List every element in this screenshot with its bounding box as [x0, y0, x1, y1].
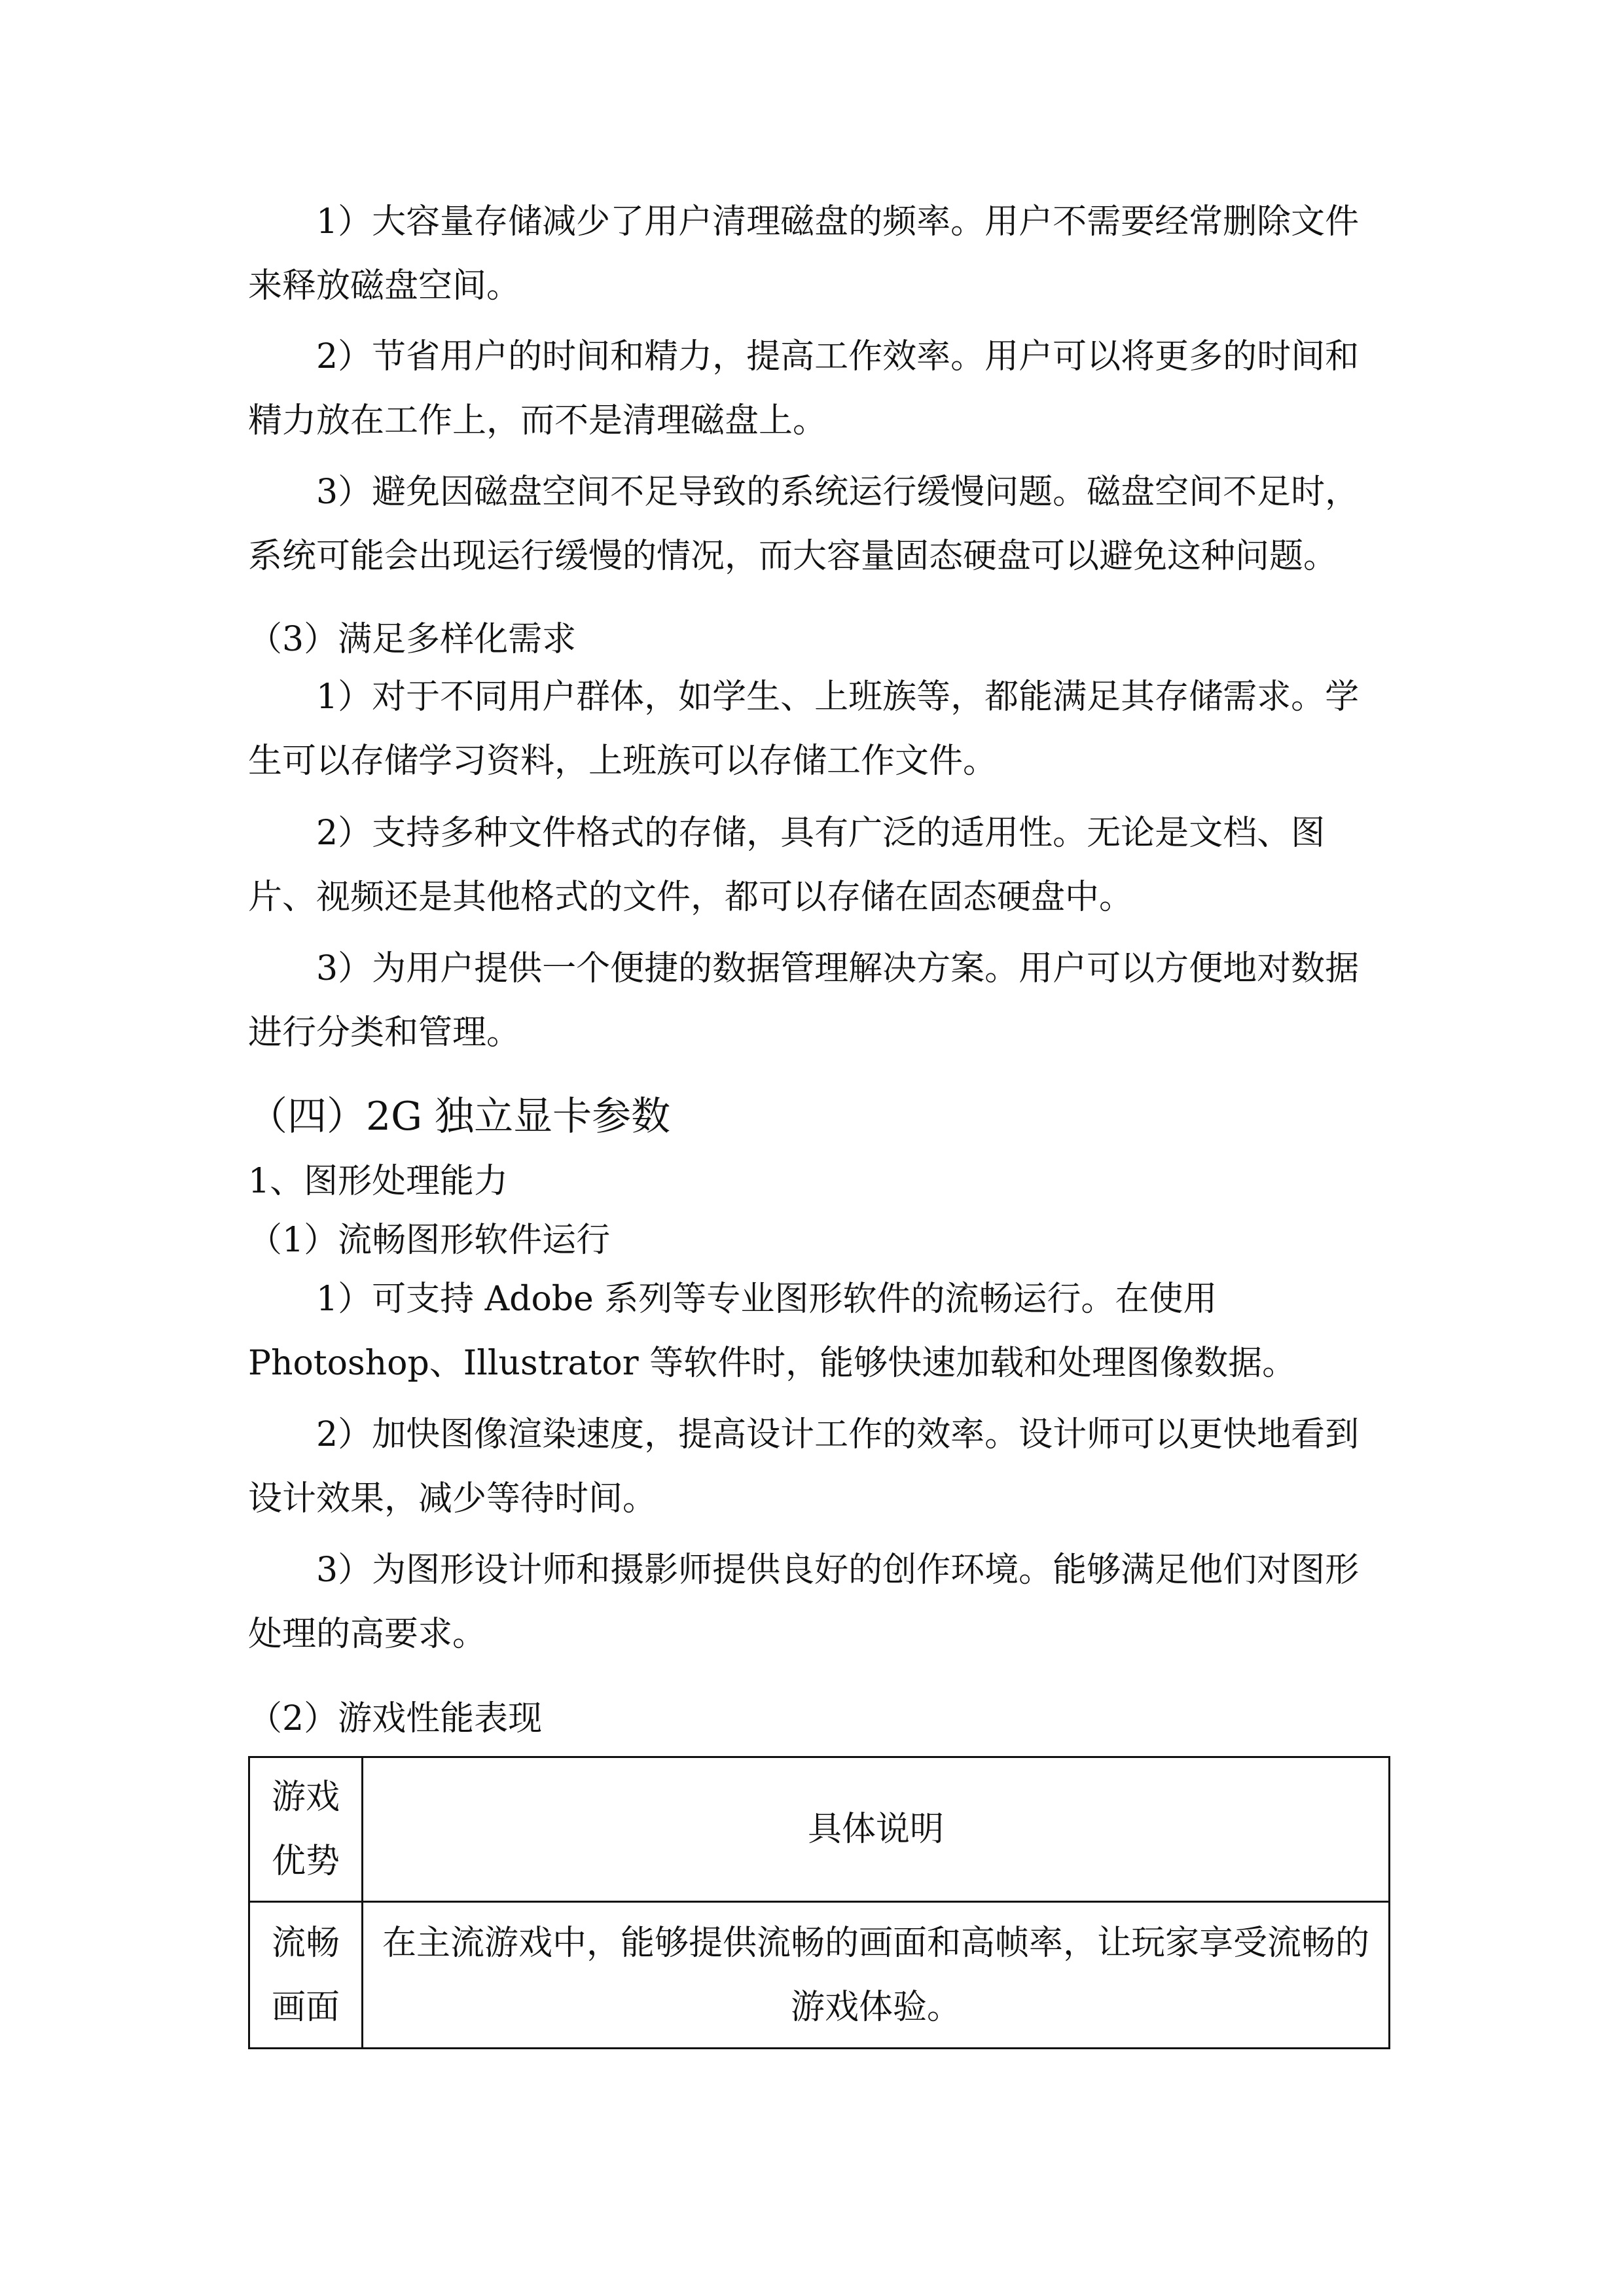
header-cell: 游戏优势	[249, 1757, 363, 1902]
paragraph: 1）大容量存储减少了用户清理磁盘的频率。用户不需要经常删除文件来释放磁盘空间。	[248, 202, 1360, 306]
paragraph: 3）避免因磁盘空间不足导致的系统运行缓慢问题。磁盘空间不足时，系统可能会出现运行缓慢的情况，而大容量固态硬盘可以避免这种问题。	[248, 473, 1360, 576]
paragraph: 2）支持多种文件格式的存储，具有广泛的适用性。无论是文档、图片、视频还是其他格式的文件，都可以存储在固态硬盘中。	[248, 814, 1326, 917]
subheading: 1、图形处理能力	[248, 1162, 509, 1201]
paragraph: 3）为图形设计师和摄影师提供良好的创作环境。能够满足他们对图形处理的高要求。	[248, 1551, 1360, 1654]
paragraph: 2）节省用户的时间和精力，提高工作效率。用户可以将更多的时间和精力放在工作上，而不是清理磁盘上。	[248, 337, 1360, 440]
subheading: （3）满足多样化需求	[248, 620, 577, 659]
paragraph: 2）加快图像渲染速度，提高设计工作的效率。设计师可以更快地看到设计效果，减少等待时间。	[248, 1415, 1360, 1518]
table-row	[249, 1902, 1390, 2049]
subheading: （1）流畅图形软件运行	[248, 1221, 611, 1260]
paragraph: 1）对于不同用户群体，如学生、上班族等，都能满足其存储需求。学生可以存储学习资料，上班族可以存储工作文件。	[248, 677, 1360, 781]
section-heading: （四）2G 独立显卡参数	[248, 1094, 671, 1139]
paragraph: 3）为用户提供一个便捷的数据管理解决方案。用户可以方便地对数据进行分类和管理。	[248, 949, 1360, 1052]
game-performance-table	[248, 1756, 1390, 2049]
paragraph: 1）可支持 Adobe 系列等专业图形软件的流畅运行。在使用 Photoshop、Illustrator 等软件时，能够快速加载和处理图像数据。	[248, 1280, 1297, 1383]
table-cell: 在主流游戏中，能够提供流畅的画面和高帧率，让玩家享受流畅的游戏体验。	[363, 1902, 1390, 2049]
table-cell: 流畅画面	[249, 1902, 363, 2049]
subheading: （2）游戏性能表现	[248, 1699, 543, 1738]
header-cell: 具体说明	[363, 1757, 1390, 1902]
table-header-row	[249, 1757, 1390, 1902]
